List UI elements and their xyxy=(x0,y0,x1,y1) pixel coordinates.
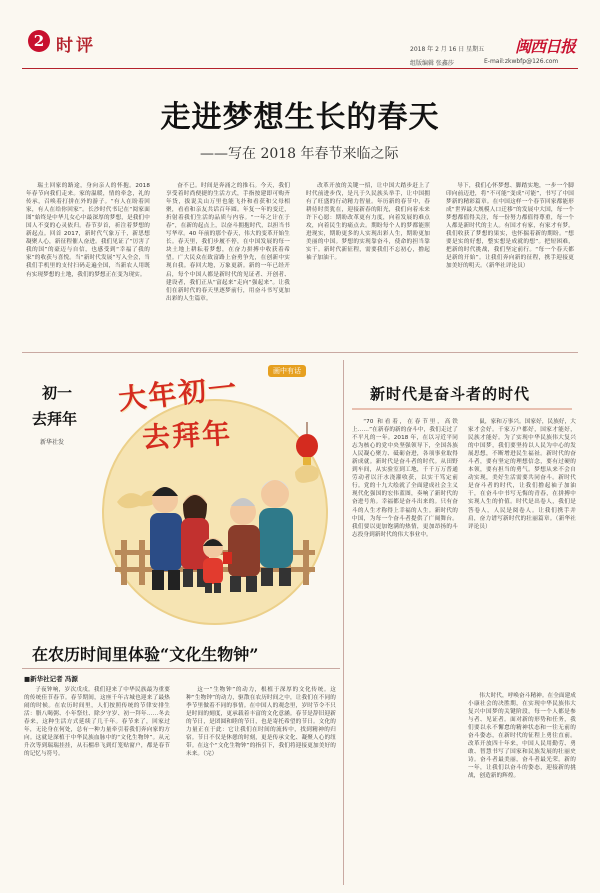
art-tag-badge: 画中有话 xyxy=(268,365,306,377)
header-editors: 组版编辑 张鑫莎 xyxy=(410,60,454,67)
opinion-column-2: 鼠，家和万事兴。国家好，民族好，大家才会好。千家万户都好，国家才能好，民族才能好。为了实现中华民族伟大复兴的中国梦，我们要坚持以人民为中心的发展思想，不断增进民生福祉。新时代的奋斗者，要有坚定的理想信念，要有过硬的本领，要有担当的勇气。梦想从来不会自动实现，美好生活需要共同奋斗。新时代是奋斗者的时代，让我们撸起袖子加油干，在奋斗中书写无悔的青春，在拼搏中实现人生的价值。时代是出卷人，我们是答卷人，人民是阅卷人。让我们携手并肩，奋力谱写新时代的壮丽篇章。（新华社评论员） xyxy=(468,419,576,530)
lead-bottom-rule xyxy=(22,352,578,353)
column-divider xyxy=(343,360,344,885)
lead-subtitle: ——写在 2018 年春节来临之际 xyxy=(200,146,399,162)
lead-column-3: 改革开放的关键一招，让中国大踏步赶上了时代前进步伐，是凡于久民族头举手，让中国拥有了旺盛的行动精力智量。年历新的春节中，春耕待时贯犹在，迎接新春的阳光，我们向着未来许下心愿：期盼改革更有力度，向着发展的难点攻，向着民生的痛点去。期盼每个人的梦都能照进现实，期盼更多的人实现出彩人生，期盼更加美丽的中国。梦想的实现靠奋斗，使命的担当靠实干。新时代新征程，需要我们不忘初心，撸起袖子加油干。 xyxy=(306,183,430,262)
masthead-logo: 闽西日报 xyxy=(515,37,576,56)
opinion-column-3: 伟大时代，呼唤奋斗精神。在全面建成小康社会的决胜期，在实现中华民族伟大复兴中国梦的关键阶段，每一个人都是参与者、见证者。面对新的形势和任务，我们要以永不懈怠的精神状态和一往无前的奋斗姿态，在新时代的征程上勇往直前。改革开放四十年来，中国人民用勤劳、勇敢、智慧书写了国家和民族发展的壮丽史诗。奋斗者最美丽，奋斗者最光荣。新的一年，让我们以奋斗的姿态，迎接新的挑战，创造新的辉煌。 xyxy=(468,693,576,780)
opinion-headline-underline xyxy=(352,408,572,410)
feature-kicker xyxy=(32,380,77,432)
lead-title: 走进梦想生长的春天 xyxy=(160,100,440,135)
opinion-headline: 新时代是奋斗者的时代 xyxy=(370,385,531,403)
lead-column-4: 导下，我们心怀梦想、脚踏实地，一步一个脚印向前迈进，将“不可能”变成“可能”，书写了中国梦新的精彩篇章。在中国这样一个春节回家都能形成“世界最大规模人口迁移”的发展中大国，每一个梦想都值得关注，每一份努力都值得尊重，每一个人都是新时代的主人。有国才有家，有家才有梦。我们收获了梦想的果实，也怀揣着新的期盼。“想要是实的好想，整实想是成就的想”。把短困难，把新的时代挑战，我们坚定前行。“每一个春天都是新的开始”。让我们奔向新的征程，携手迎接更加美好的明天。（新华社评论员） xyxy=(446,183,574,270)
header-email: E-mail:zkwbfp@126.com xyxy=(484,58,559,65)
header-date: 2018 年 2 月 16 日 星期五 xyxy=(410,46,485,53)
red-envelope-icon xyxy=(223,552,232,564)
lead-column-2: 奋不已。时间是奔涌之的推石。今天，我们享受着时尚便捷的生活方式，手指按建即可购齐年货，拔说关山万里也能飞扑和看获和父母相聚，看看和亲友共话百年圆。年复一年的变迁，折射着我们生活的品质与内容。“一年之计在于春”，在新的起点上，以奋斗拥抱时代，以担当书写华章。40 年前的那个春天，伟大的变革开始生长。春天里，我们步履不停，在中国发展的每一块土地上耕耘着梦想，在奋力拼搏中收获着希望。广大民众在致富路上奋勇争先，在创新中实现自我。春回大地，万象更新。新的一年已经开启，每个中国人都是新时代的见证者、开创者、建设者，我们正从“富起来”走向“强起来”。让我们在新时代的春天里逐梦前行，用奋斗书写更加出彩的人生篇章。 xyxy=(166,183,290,302)
lead-column-1: 瑞土回家的路途，身向亲人的怀抱。2018 年春节向我们走来。家的温暖，情的牵念，礼的传承，召唤着打拼在外的游子。“有人在盼着回家，有人在给你回家”。长沙时代书记在“阅家面图”始终是中华儿女心中最深厚的梦想，是我们中国人不变的心灵依归。春节岁首，祈注着梦想的新起点。回首 2017，新时代气象万千，新思想凝聚人心，新征程催人奋进。我们见证了“厉害了我的国”的豪迈与自信，也感受到“幸福了我的家”的收获与喜悦。当“新时代发展”写入全会，当我们手机里的支付扫码走遍全国，当新农人用既有实现梦想的土地，我们的梦想正在变为现实。 xyxy=(26,183,150,278)
feature-byline: ■新华社记者 冯源 xyxy=(24,675,78,683)
opinion-column-1: “70 和看着，在春节里，高铁上……”在新春的新的奋斗中，我们走过了不平凡的一年。2018 年，在以习近平同志为核心的党中央坚强领导下，全国各族人民凝心聚力、砥砺奋进，各项事业取得新成就。新时代是奋斗者的时代。从田野到车间，从实验室到工地，千千万万普通劳动者以汗水浇灌收获，以实干笃定前行。党的十九大绘就了全面建成社会主义现代化强国的宏伟蓝图，奏响了新时代的奋进号角。幸福都是奋斗出来的。只有奋斗的人生才称得上幸福的人生。新时代的中国，为每一个奋斗者提供了广阔舞台。我们要以更加饱满的热情，更加昂扬的斗志投身到新时代的伟大事业中。 xyxy=(352,419,458,538)
art-title-line2: 去拜年 xyxy=(141,416,233,455)
feature-headline: 在农历时间里体验“文化生物钟” xyxy=(32,645,259,664)
feature-column-1: 子夜钟响，岁次戊戌。我们迎来了中华民族最为重要的传统佳节春节。春节期间，这座千年古城也迎来了最热闹的时候。在农历时间里，人们按照传统的节律安排生活：腊八喝粥、小年祭灶、除夕守岁、初一拜年……冬去春来，这种生活方式延续了几千年。春节来了，回家过年，无论身在何处，总有一种力量牵引着我们奔向家的方向。这就是深植于中华民族血脉中的“文化生物钟”。从元升次等到瑞瑞挂挂，从石榴串飞到灯笼贴窗户，都是春节的记忆与符号。 xyxy=(24,687,170,758)
feature-column-2: 这一“生物钟”的动力，根植于深厚的文化传统。这种“生物钟”的动力，驱散在农历时间之中，让我们在不同的季节里做着不同的事情。在中国人的观念里，岁时节令不只是时间的刻度，更承载着丰富的文化意涵。春节是辞旧迎新的节日，是团圆和睦的节日，也是寄托希望的节日。文化的力量正在于此：它让我们在时间的流转中，找到精神的归宿。节日不仅是休憩的时刻，更是传承文化、凝聚人心的纽带。在这个“文化生物钟”的指引下，我们将迎接更加美好的未来。（完） xyxy=(186,687,336,758)
page-number-badge: 2 xyxy=(28,30,50,52)
feature-rule xyxy=(22,668,340,669)
art-title-line1: 大年初一 xyxy=(116,370,240,417)
feature-kicker-line1: 初一 xyxy=(42,384,73,402)
header-rule xyxy=(22,68,578,69)
photo-credit: 新华社发 xyxy=(40,439,65,446)
section-title: 时评 xyxy=(56,36,96,56)
feature-kicker-line2: 去拜年 xyxy=(32,410,78,428)
